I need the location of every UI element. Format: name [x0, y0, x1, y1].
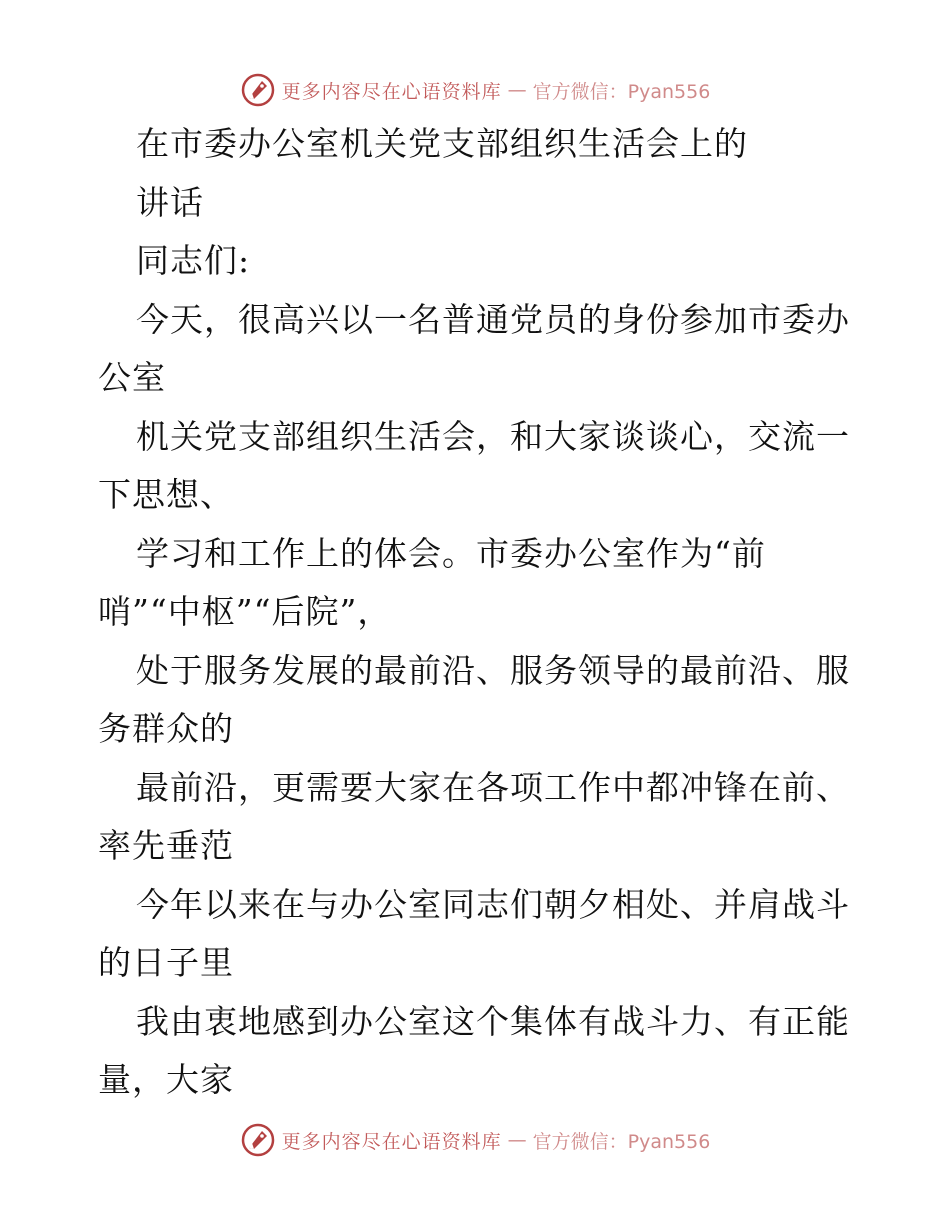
document-line: 我由衷地感到办公室这个集体有战斗力、有正能 [136, 1001, 850, 1041]
document-line: 在市委办公室机关党支部组织生活会上的 [136, 124, 748, 163]
banner-main-text: 更多内容尽在心语资料库 [281, 1130, 502, 1153]
banner-dash: — [507, 1129, 527, 1151]
header-banner [0, 70, 950, 110]
banner-wechat-text: 官方微信：Pyan556 [532, 1130, 711, 1153]
banner-dash: — [507, 79, 527, 101]
banner-wechat-text: 官方微信：Pyan556 [532, 80, 711, 103]
document-line: 最前沿，更需要大家在各项工作中都冲锋在前、 [136, 767, 850, 807]
document-line: 讲话 [136, 182, 204, 222]
banner-main-text: 更多内容尽在心语资料库 [281, 80, 502, 103]
document-line: 的日子里 [98, 943, 234, 982]
footer-banner [0, 1120, 950, 1160]
document-line: 今天，很高兴以一名普通党员的身份参加市委办 [136, 299, 850, 339]
document-line: 哨”“中枢”“后院”， [98, 592, 392, 631]
document-line: 务群众的 [98, 709, 234, 748]
document-line: 下思想、 [98, 475, 234, 514]
document-body [98, 115, 858, 1110]
document-line: 今年以来在与办公室同志们朝夕相处、并肩战斗 [136, 884, 850, 924]
document-line: 学习和工作上的体会。市委办公室作为“前 [136, 533, 766, 573]
document-line: 率先垂范 [98, 826, 234, 865]
pen-nib-logo-icon [240, 1122, 276, 1158]
document-line: 量，大家 [98, 1060, 234, 1099]
document-line: 同志们: [136, 241, 251, 280]
document-line: 公室 [98, 358, 166, 397]
document-line: 处于服务发展的最前沿、服务领导的最前沿、服 [136, 650, 850, 690]
pen-nib-logo-icon [240, 72, 276, 108]
document-line: 机关党支部组织生活会，和大家谈谈心，交流一 [136, 416, 850, 456]
